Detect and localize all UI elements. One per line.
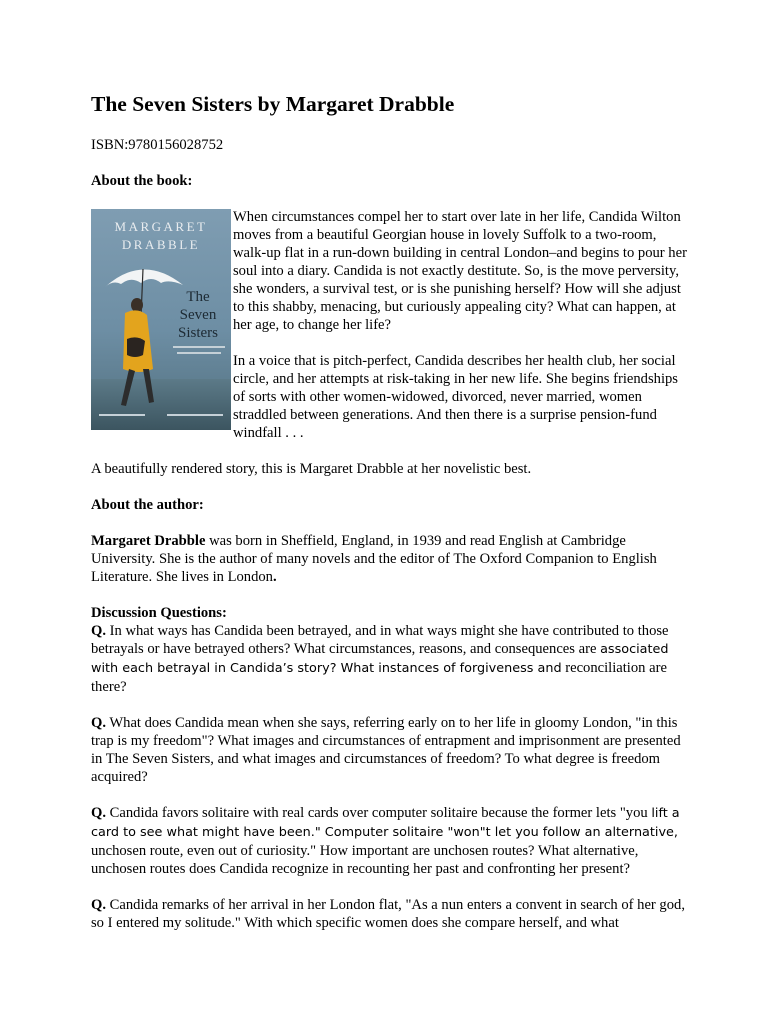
author-bio-end: . — [272, 569, 277, 585]
book-summary: A beautifully rendered story, this is Margaret Drabble at her novelistic best. — [91, 461, 532, 477]
cover-title-line2: Seven — [179, 307, 217, 323]
question-label: Q. — [91, 805, 106, 821]
question-1-text-c: reconciliation are there? — [91, 660, 667, 695]
question-1-text-a: In what ways has Candida been betrayed, and in what ways might she have contributed to those betrayals or have betrayed others? What circumstances, reasons, and consequences are — [91, 623, 669, 657]
cover-blurb-mark-2 — [167, 414, 223, 416]
question-4 — [91, 896, 691, 932]
question-3-text-a: Candida favors solitaire with real cards over computer solitaire because the former lets "you — [106, 805, 652, 821]
book-cover-illustration — [91, 209, 231, 430]
discussion-heading: Discussion Questions: — [91, 605, 227, 621]
book-cover-image — [91, 209, 231, 430]
cover-title-line3: Sisters — [177, 325, 219, 341]
question-2 — [91, 714, 691, 786]
figure-bag — [127, 337, 145, 357]
cover-subtitle-mark — [173, 346, 225, 348]
question-4-text: Candida remarks of her arrival in her London flat, "As a nun enters a convent in search of her god, so I entered my solitude." With which specific women does she compare herself, and what — [91, 897, 685, 931]
question-2-text: What does Candida mean when she says, referring early on to her life in gloomy London, "in this trap is my freedom"? What images and circumstances of entrapment and imprisonment are presented in The Seven Sisters, and what images and circumstances of freedom? To what degree is freedom acquired? — [91, 715, 681, 785]
page-title: The Seven Sisters by Margaret Drabble — [91, 92, 455, 116]
cover-subtitle-mark-2 — [177, 352, 221, 354]
author-name: Margaret Drabble — [91, 533, 206, 549]
question-3 — [91, 804, 691, 878]
question-1-text-b: associated with each betrayal in Candida’s story? What instances of forgiveness and — [91, 642, 669, 676]
about-author-heading: About the author: — [91, 497, 204, 513]
question-label: Q. — [91, 623, 106, 639]
about-book-heading: About the book: — [91, 173, 193, 189]
about-book-paragraph-1: When circumstances compel her to start over late in her life, Candida Wilton moves from a beautiful Georgian house in lovely Suffolk to a two-room, walk-up flat in a run-down building in central London–and begins to pour her soul into a diary. Candida is not exactly destitute. So, is the move perversity, she wonders, a survival test, or is she punishing herself? How will she adjust to this shabby, menacing, but curiously appealing city? What can happen, at her age, to change her life? — [233, 209, 687, 333]
about-book-section — [91, 208, 691, 442]
question-1 — [91, 622, 691, 696]
question-label: Q. — [91, 715, 106, 731]
author-bio-paragraph — [91, 532, 691, 586]
isbn: ISBN:9780156028752 — [91, 137, 224, 153]
about-book-paragraph-2: In a voice that is pitch-perfect, Candida describes her health club, her social circle, and her attempts at risk-taking in her new life. She begins friendships of sorts with other women-widowed, divorced, never married, women straddled between generations. And then there is a surprise pension-fund windfall . . . — [233, 353, 678, 441]
about-book-text — [233, 208, 691, 442]
cover-ground — [91, 379, 231, 430]
question-label: Q. — [91, 897, 106, 913]
question-3-text-b: lift a card to see what might have been." Computer solitaire "won"t let you follow an alternative, — [91, 806, 680, 840]
figure-head — [131, 298, 143, 312]
question-3-text-c: unchosen route, even out of curiosity." How important are unchosen routes? What alternative, unchosen routes does Candida recognize in recounting her past and confronting her present? — [91, 843, 639, 877]
cover-blurb-mark — [99, 414, 145, 416]
cover-title-line1: The — [186, 289, 210, 305]
author-bio: was born in Sheffield, England, in 1939 and read English at Cambridge University. She is the author of many novels and the editor of The Oxford Companion to English Literature. She lives in London — [91, 533, 657, 585]
cover-author-line2: DRABBLE — [121, 237, 201, 252]
cover-author-line1: MARGARET — [114, 219, 208, 234]
document-page — [91, 90, 691, 950]
